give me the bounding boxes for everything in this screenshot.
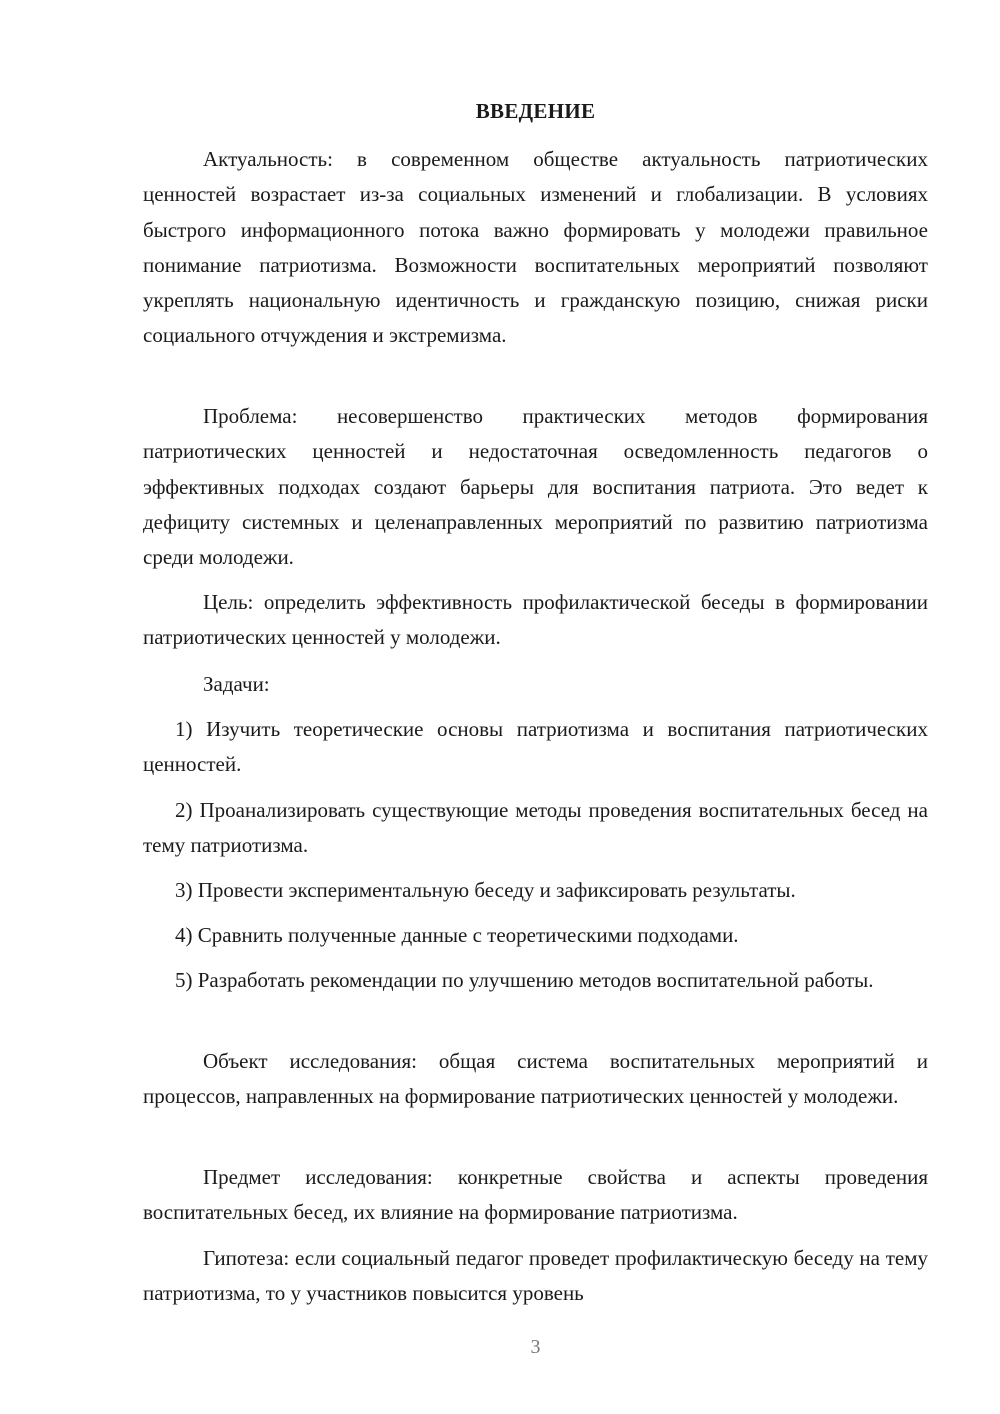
page-title: ВВЕДЕНИЕ xyxy=(475,99,596,123)
task-item-5: 5) Разработать рекомендации по улучшению методов воспитательной работы. xyxy=(175,968,874,992)
object-paragraph: Объект исследования: общая система воспитательных мероприятий и процессов, направленных на формирование патриотических ценностей у молодежи. xyxy=(143,1049,928,1109)
document-page xyxy=(143,0,928,1414)
task-item-1: 1) Изучить теоретические основы патриотизма и воспитания патриотических ценностей. xyxy=(143,717,928,777)
goal-paragraph: Цель: определить эффективность профилактической беседы в формировании патриотических ценностей у молодежи. xyxy=(143,590,928,650)
problem-paragraph: Проблема: несовершенство практических методов формирования патриотических ценностей и недостаточная осведомленность педагогов о эффективных подходах создают барьеры для воспитания патриота. Это ведет к дефициту системных и целенаправленных мероприятий по развитию патриотизма среди молодежи. xyxy=(143,404,928,570)
tasks-heading: Задачи: xyxy=(203,672,270,696)
page-number: 3 xyxy=(530,1336,541,1358)
relevance-paragraph: Актуальность: в современном обществе актуальность патриотических ценностей возрастает из-за социальных изменений и глобализации. В условиях быстрого информационного потока важно формировать у молодежи правильное понимание патриотизма. Возможности воспитательных мероприятий позволяют укреплять национальную идентичность и гражданскую позицию, снижая риски социального отчуждения и экстремизма. xyxy=(143,147,928,348)
subject-paragraph: Предмет исследования: конкретные свойства и аспекты проведения воспитательных бесед, их влияние на формирование патриотизма. xyxy=(143,1165,928,1225)
task-item-4: 4) Сравнить полученные данные с теоретическими подходами. xyxy=(175,923,739,947)
hypothesis-paragraph: Гипотеза: если социальный педагог проведет профилактическую беседу на тему патриотизма, то у участников повысится уровень xyxy=(143,1246,928,1306)
task-item-3: 3) Провести экспериментальную беседу и зафиксировать результаты. xyxy=(175,878,796,902)
task-item-2: 2) Проанализировать существующие методы проведения воспитательных бесед на тему патриотизма. xyxy=(143,798,928,858)
